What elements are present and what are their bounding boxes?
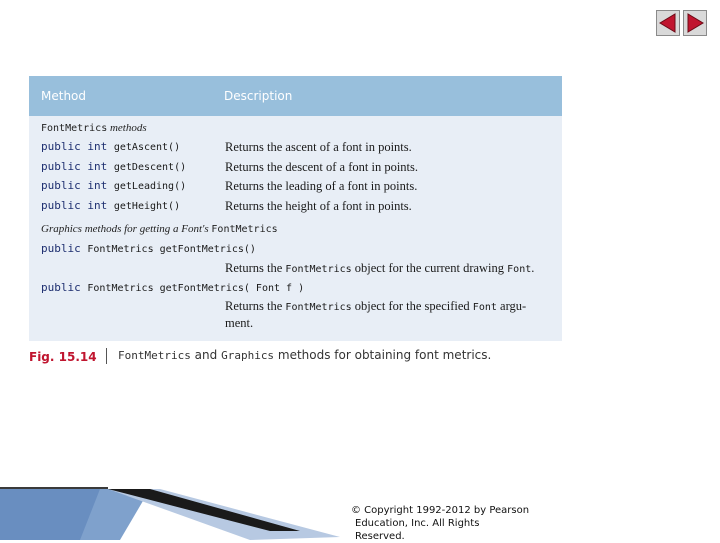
table-row-method: public FontMetrics getFontMetrics() (41, 242, 256, 255)
figure-caption (29, 348, 492, 366)
section-heading-fontmetrics: FontMetrics methods (41, 122, 147, 134)
previous-slide-button[interactable] (656, 10, 680, 36)
description-column-header: Description (224, 89, 293, 103)
next-slide-button[interactable] (683, 10, 707, 36)
section-heading-graphics: Graphics methods for getting a Font's FontMetrics (41, 223, 278, 235)
table-row-description: Returns the height of a font in points. (225, 199, 412, 213)
table-row-description: Returns the leading of a font in points. (225, 179, 418, 193)
table-row-method: public int getHeight() (41, 199, 181, 212)
triangle-right-icon (684, 11, 706, 35)
table-row-description: Returns the FontMetrics object for the current drawing Font. (225, 261, 535, 275)
method-column-header: Method (41, 89, 87, 103)
caption-divider (106, 348, 107, 364)
table-row-method: public int getLeading() (41, 179, 187, 192)
decorative-swoosh (0, 487, 340, 540)
methods-table (29, 76, 562, 341)
table-row-method: public int getDescent() (41, 160, 187, 173)
table-row-method: public FontMetrics getFontMetrics( Font f ) (41, 281, 305, 294)
copyright-notice: © Copyright 1992-2012 by Pearson Education, Inc. All Rights Reserved. (351, 505, 530, 542)
table-row-description: Returns the ascent of a font in points. (225, 140, 412, 154)
figure-number: Fig. 15.14 (29, 350, 97, 364)
table-row-description-continued: ment. (225, 316, 254, 330)
triangle-left-icon (657, 11, 679, 35)
table-row-description: Returns the FontMetrics object for the specified Font argu- (225, 299, 527, 313)
table-row-description: Returns the descent of a font in points. (225, 160, 419, 174)
table-header (29, 76, 562, 116)
table-row-method: public int getAscent() (41, 140, 181, 153)
caption-text: FontMetrics and Graphics methods for obtaining font metrics. (118, 348, 492, 362)
